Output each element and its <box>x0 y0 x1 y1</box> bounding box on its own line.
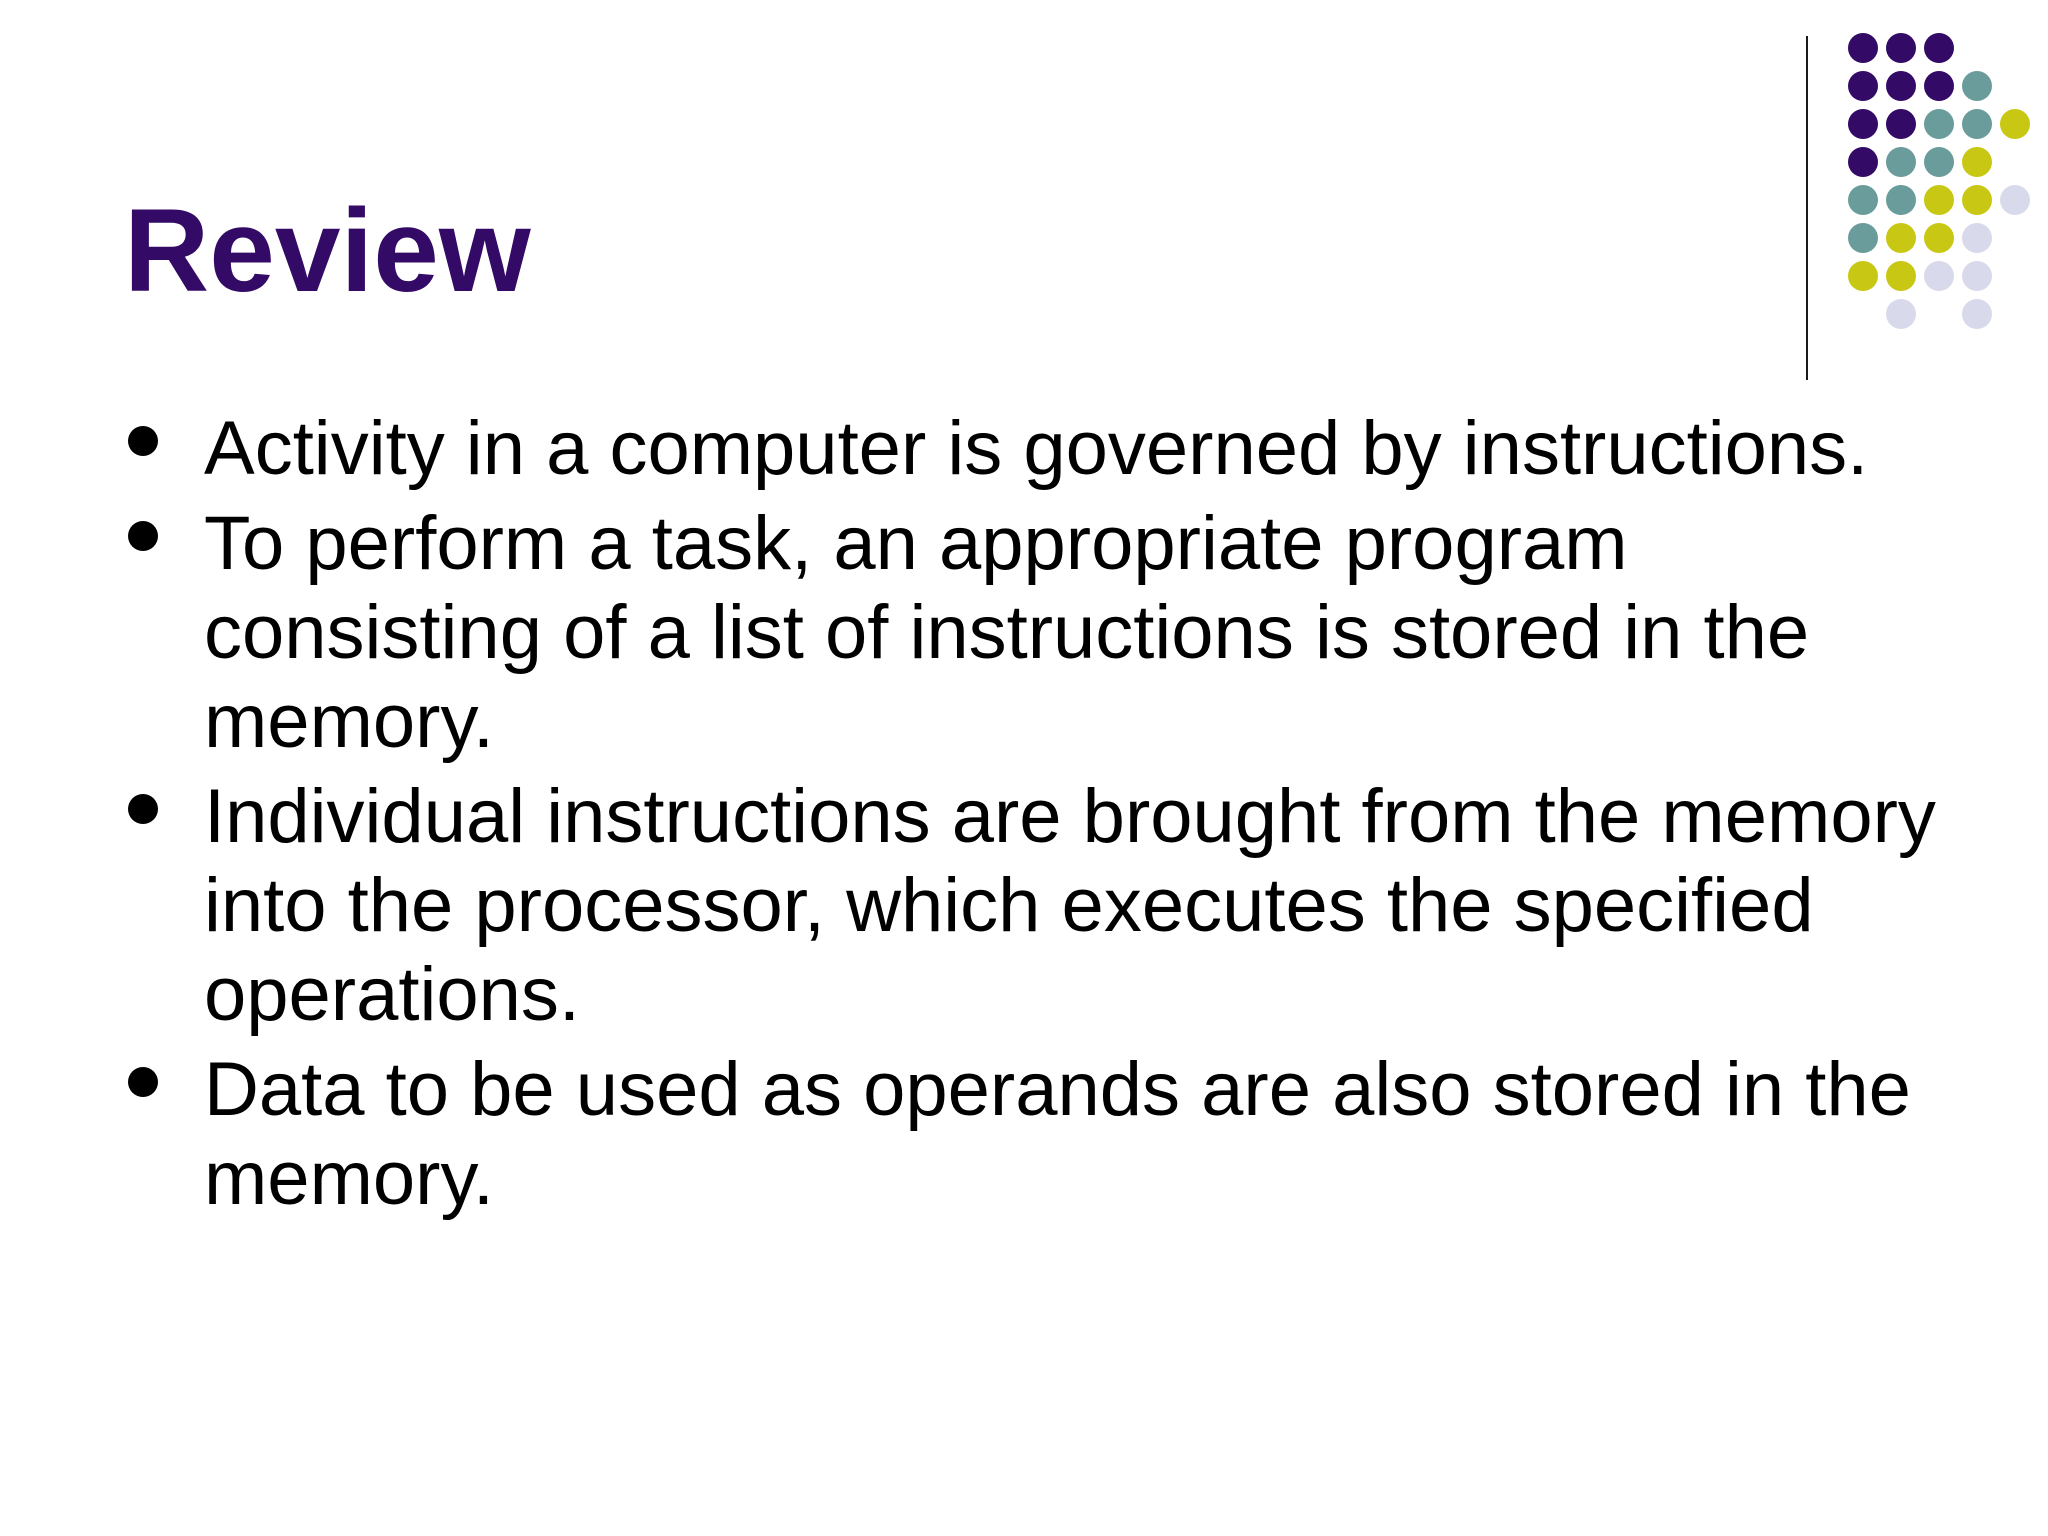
dot-grid-dot <box>1848 147 1878 177</box>
bullet-item <box>124 499 1964 766</box>
bullet-icon <box>128 794 158 824</box>
bullet-list <box>124 404 1964 1229</box>
dot-grid-dot <box>1886 223 1916 253</box>
bullet-text: To perform a task, an appropriate program consisting of a list of instructions is stored in the memory. <box>204 501 1810 764</box>
bullet-text: Individual instructions are brought from the memory into the processor, which executes the specified operations. <box>204 774 1936 1037</box>
dot-grid-dot <box>1962 185 1992 215</box>
dot-grid-dot <box>1924 185 1954 215</box>
dot-grid-dot <box>1848 261 1878 291</box>
dot-grid-dot <box>1924 147 1954 177</box>
dot-grid-dot <box>1848 71 1878 101</box>
dot-grid-dot <box>1962 261 1992 291</box>
dot-grid-dot <box>1886 109 1916 139</box>
dot-grid-dot <box>1886 33 1916 63</box>
dot-grid-dot <box>1962 147 1992 177</box>
divider-line <box>1806 36 1808 380</box>
dot-grid-dot <box>1848 185 1878 215</box>
dot-grid-dot <box>1848 109 1878 139</box>
dot-grid-dot <box>1924 109 1954 139</box>
dot-grid-dot <box>1962 71 1992 101</box>
dot-grid-dot <box>2000 109 2030 139</box>
bullet-item <box>124 1045 1964 1223</box>
dot-grid-dot <box>2000 185 2030 215</box>
bullet-text: Activity in a computer is governed by instructions. <box>204 406 1869 491</box>
dot-grid-dot <box>1886 261 1916 291</box>
bullet-text: Data to be used as operands are also stored in the memory. <box>204 1047 1911 1221</box>
dot-grid-dot <box>1886 185 1916 215</box>
dot-grid-dot <box>1962 109 1992 139</box>
bullet-item <box>124 772 1964 1039</box>
dot-grid-dot <box>1886 71 1916 101</box>
bullet-icon <box>128 426 158 456</box>
dot-grid-dot <box>1924 33 1954 63</box>
dot-grid-dot <box>1924 261 1954 291</box>
dot-grid-dot <box>1924 223 1954 253</box>
bullet-item <box>124 404 1964 493</box>
dot-grid-dot <box>1962 299 1992 329</box>
slide-title: Review <box>124 185 531 317</box>
bullet-icon <box>128 521 158 551</box>
dot-grid-dot <box>1886 147 1916 177</box>
dot-grid-dot <box>1924 71 1954 101</box>
dot-grid-dot <box>1848 223 1878 253</box>
dot-grid-dot <box>1962 223 1992 253</box>
dot-grid-dot <box>1886 299 1916 329</box>
bullet-icon <box>128 1067 158 1097</box>
dot-grid-dot <box>1848 33 1878 63</box>
